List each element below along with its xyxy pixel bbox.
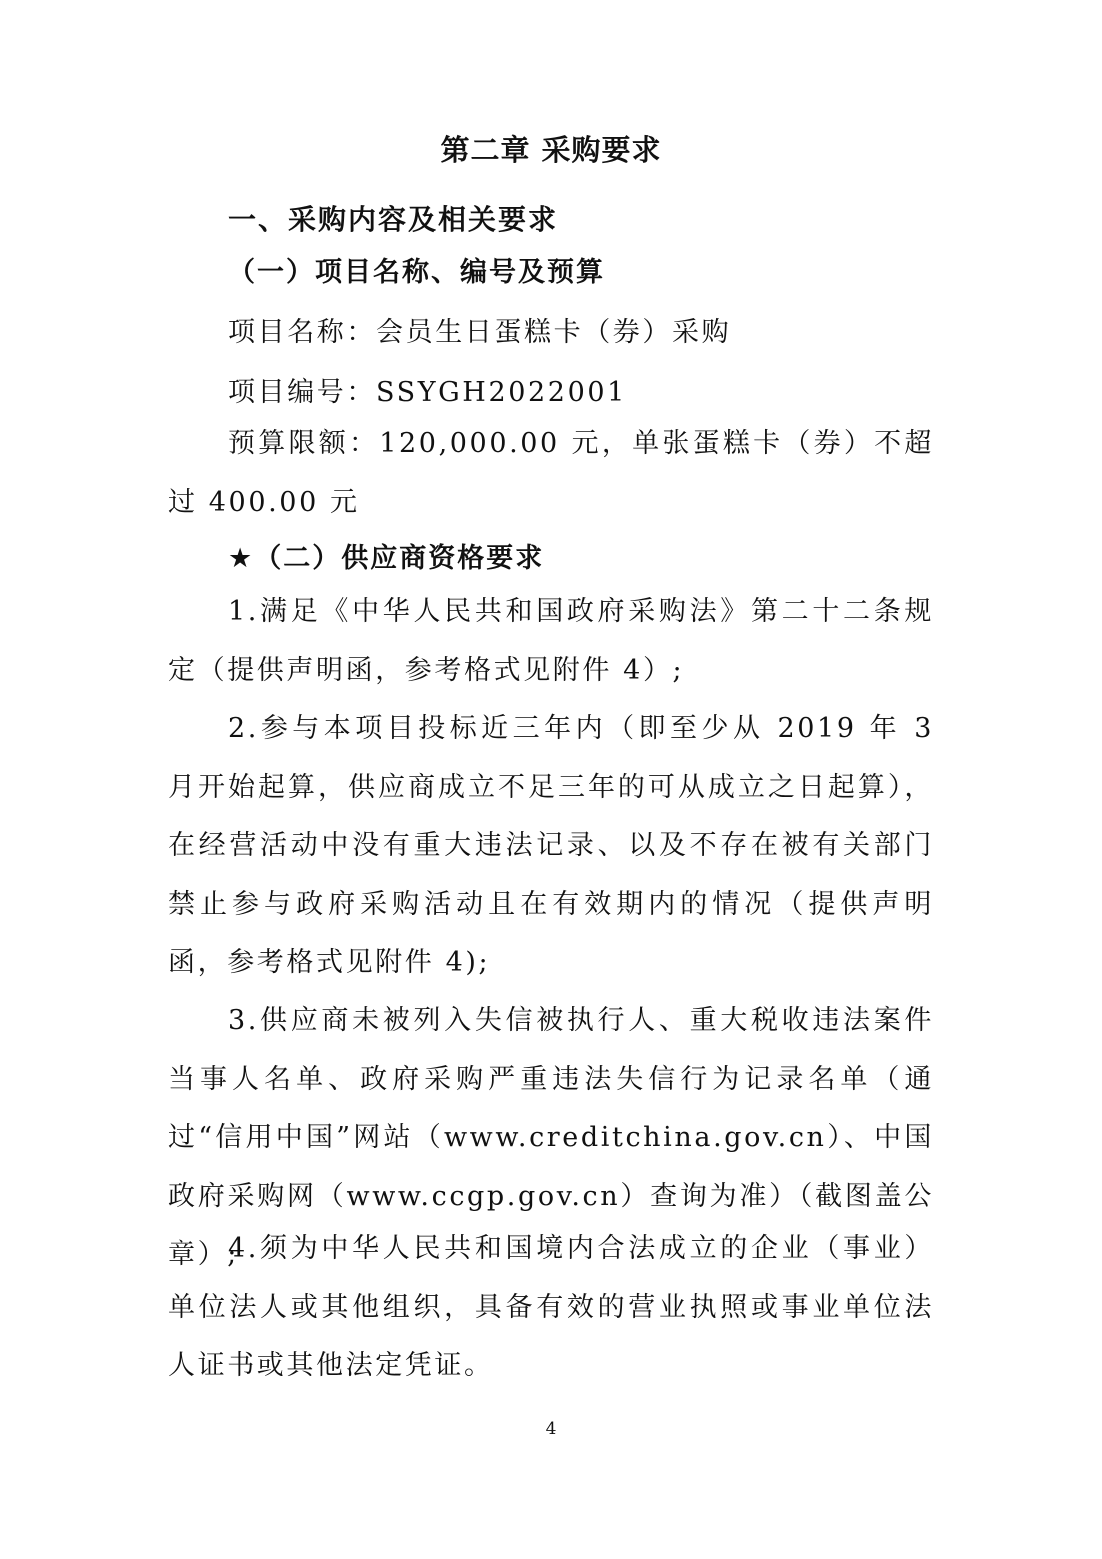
requirement-item: 2.参与本项目投标近三年内（即至少从 2019 年 3 月开始起算，供应商成立不足三年的可从成立之日起算），在经营活动中没有重大违法记录、以及不存在被有关部门禁止参与政府采购活动且在有效期内的情况（提供声明函，参考格式见附件 4);: [168, 713, 934, 978]
requirement-item: 4.须为中华人民共和国境内合法成立的企业（事业）单位法人或其他组织，具备有效的营业执照或事业单位法人证书或其他法定凭证。: [168, 1233, 934, 1381]
budget-paragraph: 预算限额：120,000.00 元，单张蛋糕卡（券）不超过 400.00 元: [168, 428, 934, 518]
project-number-line: 项目编号：SSYGH2022001: [228, 377, 627, 408]
project-name-line: 项目名称：会员生日蛋糕卡（券）采购: [228, 317, 732, 348]
requirement-item: 1.满足《中华人民共和国政府采购法》第二十二条规定（提供声明函，参考格式见附件 4）;: [168, 596, 934, 686]
requirement-item: 3.供应商未被列入失信被执行人、重大税收违法案件当事人名单、政府采购严重违法失信行为记录名单（通过“信用中国”网站（www.creditchina.gov.cn）、中国政府采购网（www.ccgp.gov.cn）查询为准）（截图盖公章）;: [168, 1005, 934, 1270]
section-heading: 一、采购内容及相关要求: [228, 203, 559, 236]
subsection-heading-project: （一）项目名称、编号及预算: [228, 257, 605, 288]
subsection-heading-qualification: ★（二）供应商资格要求: [228, 543, 545, 574]
page-number: 4: [545, 1419, 557, 1439]
chapter-title: 第二章 采购要求: [440, 133, 662, 167]
